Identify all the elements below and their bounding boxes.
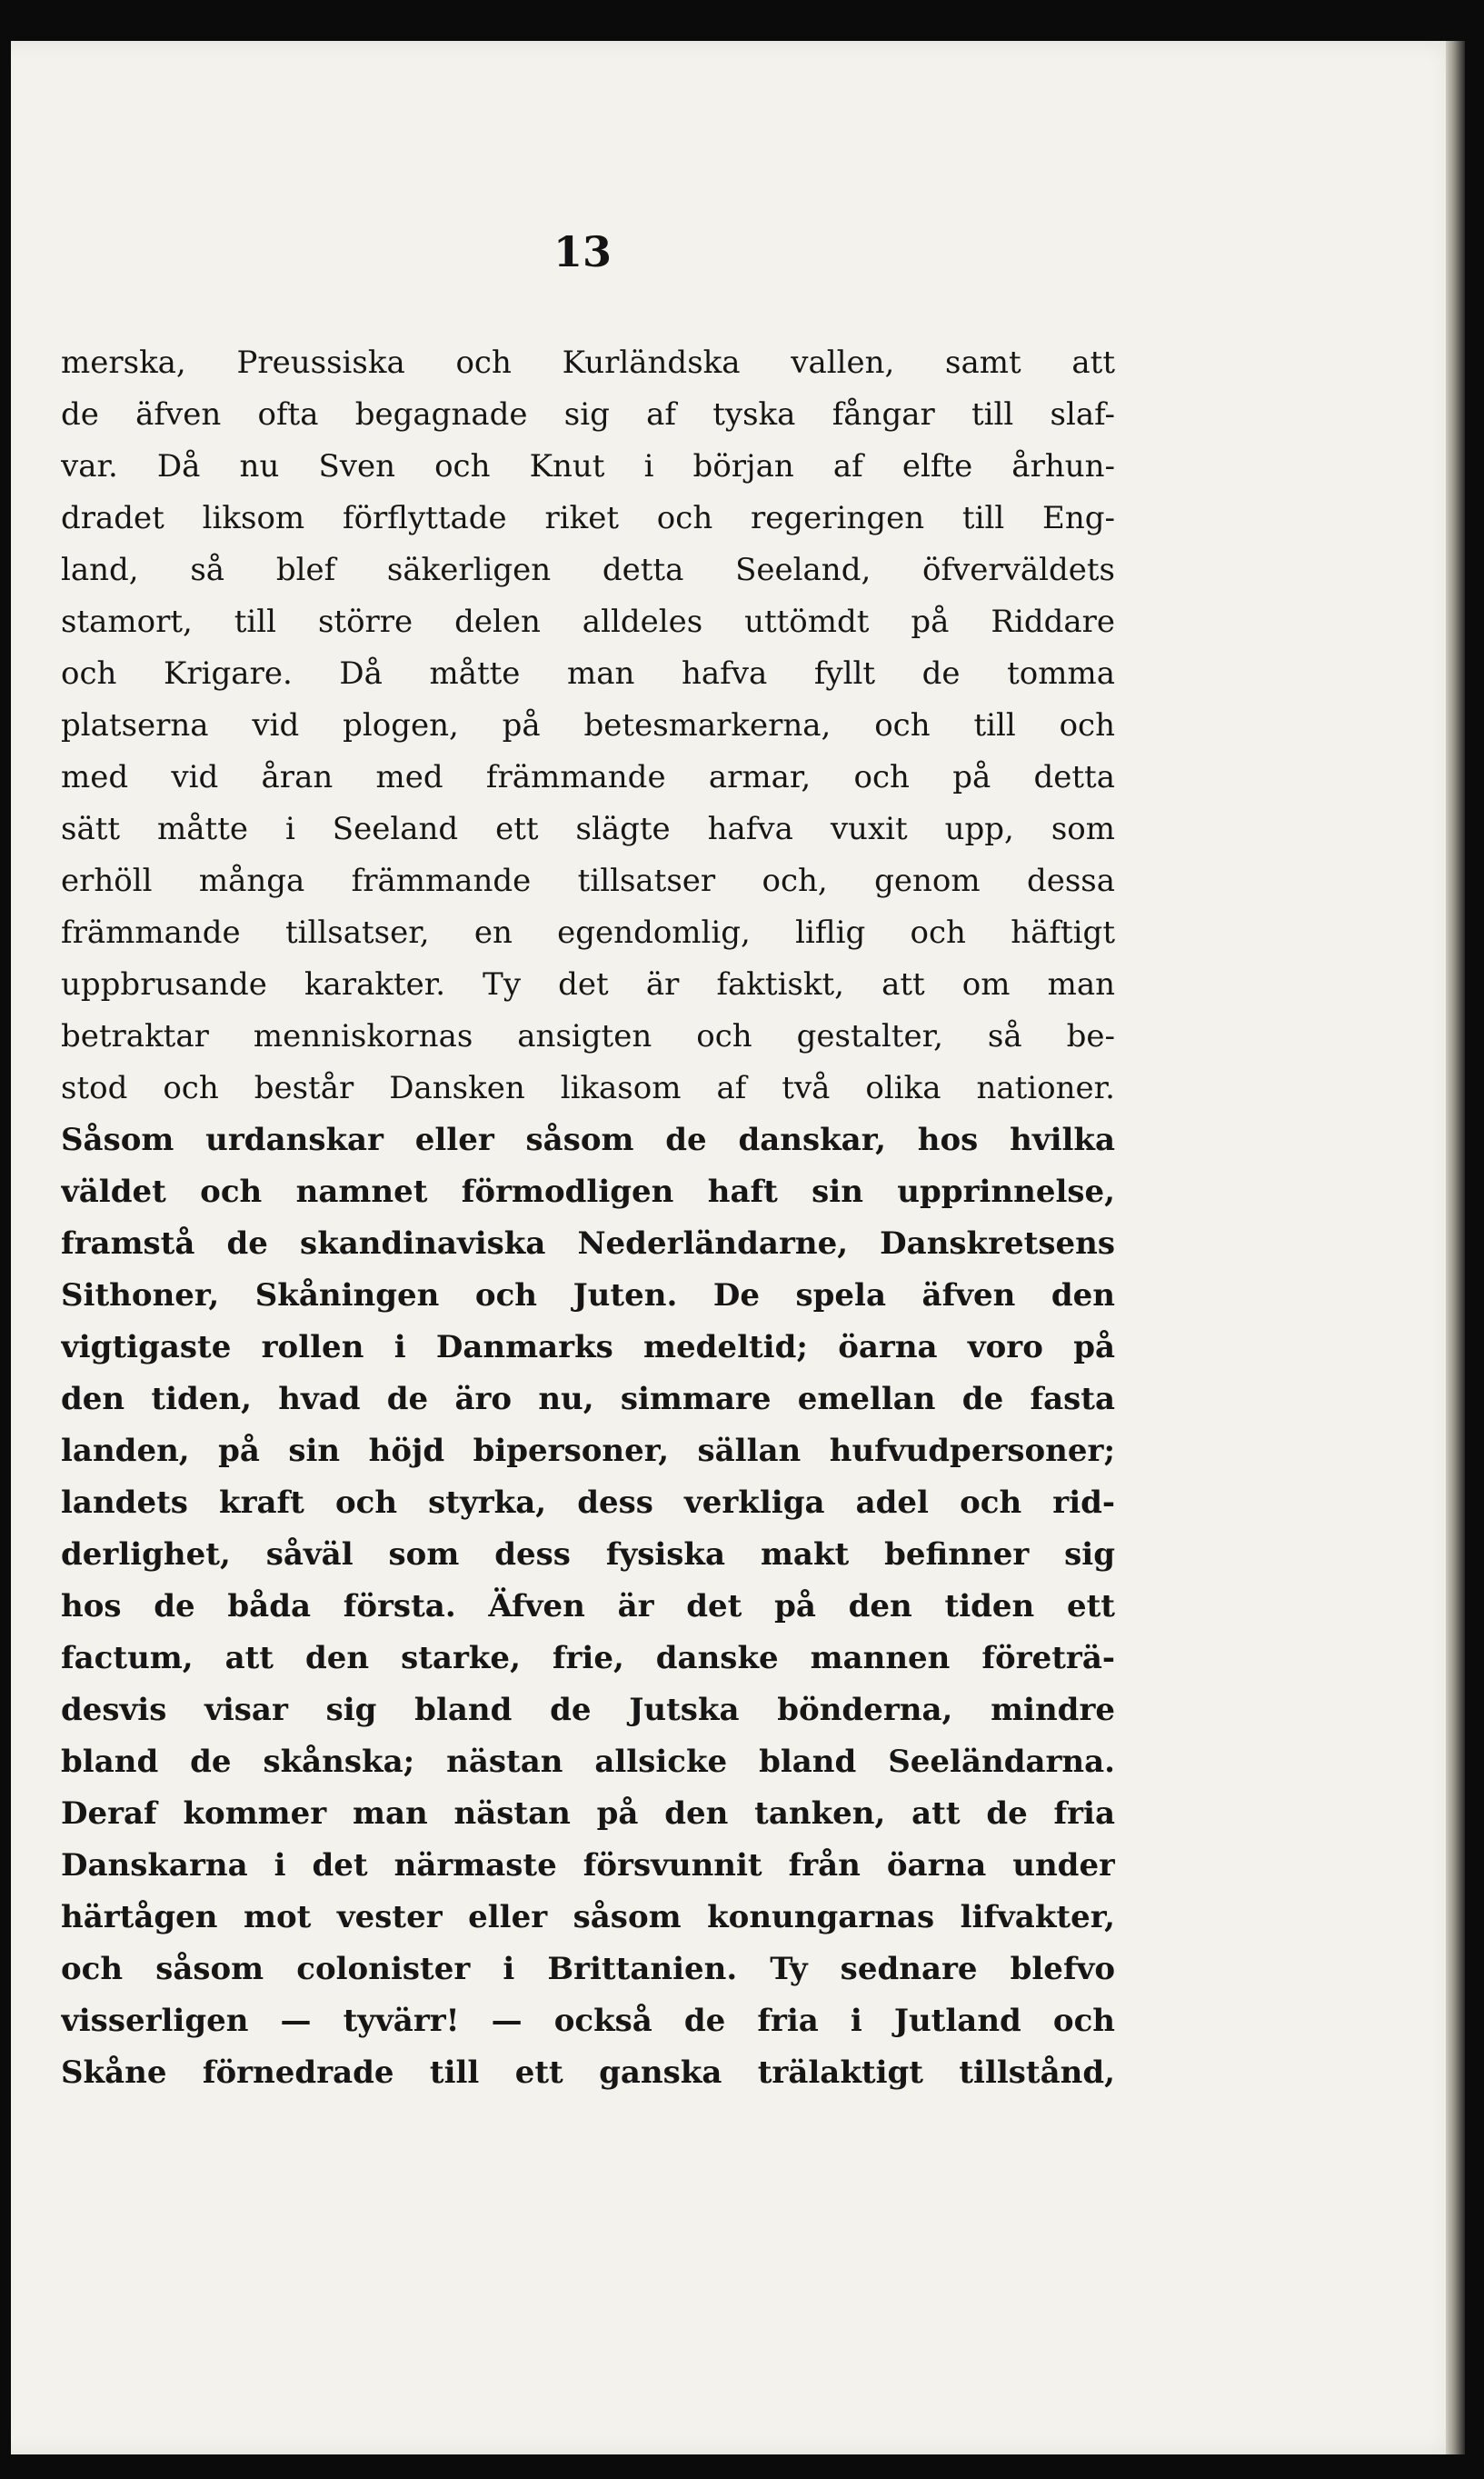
text-line: Skåne förnedrade till ett ganska trälaktigt tillstånd, bbox=[61, 2054, 1115, 2091]
text-line: vigtigaste rollen i Danmarks medeltid; öarna voro på bbox=[61, 1329, 1115, 1365]
text-line: väldet och namnet förmodligen haft sin upprinnelse, bbox=[61, 1174, 1115, 1210]
text-line: och Krigare. Då måtte man hafva fyllt de tomma bbox=[61, 655, 1115, 692]
text-line: framstå de skandinaviska Nederländarne, Danskretsens bbox=[61, 1225, 1115, 1262]
book-page bbox=[11, 41, 1465, 2454]
text-line: factum, att den starke, frie, danske mannen företrä- bbox=[61, 1640, 1115, 1676]
page-number: 13 bbox=[553, 227, 612, 276]
text-line: och såsom colonister i Brittanien. Ty sednare blefvo bbox=[61, 1951, 1115, 1987]
text-line: Deraf kommer man nästan på den tanken, att de fria bbox=[61, 1795, 1115, 1832]
text-line: merska, Preussiska och Kurländska vallen, samt att bbox=[61, 345, 1115, 381]
text-line: sätt måtte i Seeland ett slägte hafva vuxit upp, som bbox=[61, 811, 1115, 847]
text-line: stamort, till större delen alldeles uttömdt på Riddare bbox=[61, 604, 1115, 640]
text-line: dradet liksom förflyttade riket och regeringen till Eng- bbox=[61, 500, 1115, 536]
text-line: hos de båda första. Äfven är det på den tiden ett bbox=[61, 1588, 1115, 1624]
text-line: uppbrusande karakter. Ty det är faktiskt, att om man bbox=[61, 966, 1115, 1003]
text-line: landets kraft och styrka, dess verkliga adel och rid- bbox=[61, 1484, 1115, 1521]
text-line: visserligen — tyvärr! — också de fria i Jutland och bbox=[61, 2003, 1115, 2039]
body-text bbox=[61, 337, 1115, 2099]
text-line: betraktar menniskornas ansigten och gestalter, så be- bbox=[61, 1018, 1115, 1055]
text-line: bland de skånska; nästan allsicke bland Seeländarna. bbox=[61, 1744, 1115, 1780]
text-line: erhöll många främmande tillsatser och, genom dessa bbox=[61, 863, 1115, 899]
text-line: härtågen mot vester eller såsom konungarnas lifvakter, bbox=[61, 1899, 1115, 1935]
text-line: var. Då nu Sven och Knut i början af elfte århun- bbox=[61, 448, 1115, 485]
text-line: de äfven ofta begagnade sig af tyska fångar till slaf- bbox=[61, 396, 1115, 433]
text-line: Danskarna i det närmaste försvunnit från öarna under bbox=[61, 1847, 1115, 1884]
text-line: platserna vid plogen, på betesmarkerna, och till och bbox=[61, 707, 1115, 744]
text-line: landen, på sin höjd bipersoner, sällan hufvudpersoner; bbox=[61, 1433, 1115, 1469]
text-line: land, så blef säkerligen detta Seeland, öfverväldets bbox=[61, 552, 1115, 588]
text-line: derlighet, såväl som dess fysiska makt befinner sig bbox=[61, 1536, 1115, 1573]
text-line: den tiden, hvad de äro nu, simmare emellan de fasta bbox=[61, 1381, 1115, 1417]
text-line: med vid åran med främmande armar, och på detta bbox=[61, 759, 1115, 795]
text-line: desvis visar sig bland de Jutska bönderna, mindre bbox=[61, 1692, 1115, 1728]
text-line: främmande tillsatser, en egendomlig, liflig och häftigt bbox=[61, 915, 1115, 951]
text-line: Såsom urdanskar eller såsom de danskar, hos hvilka bbox=[61, 1122, 1115, 1158]
text-line: stod och består Dansken likasom af två olika nationer. bbox=[61, 1070, 1115, 1106]
page-edge-shadow bbox=[1446, 41, 1465, 2454]
text-line: Sithoner, Skåningen och Juten. De spela äfven den bbox=[61, 1277, 1115, 1314]
